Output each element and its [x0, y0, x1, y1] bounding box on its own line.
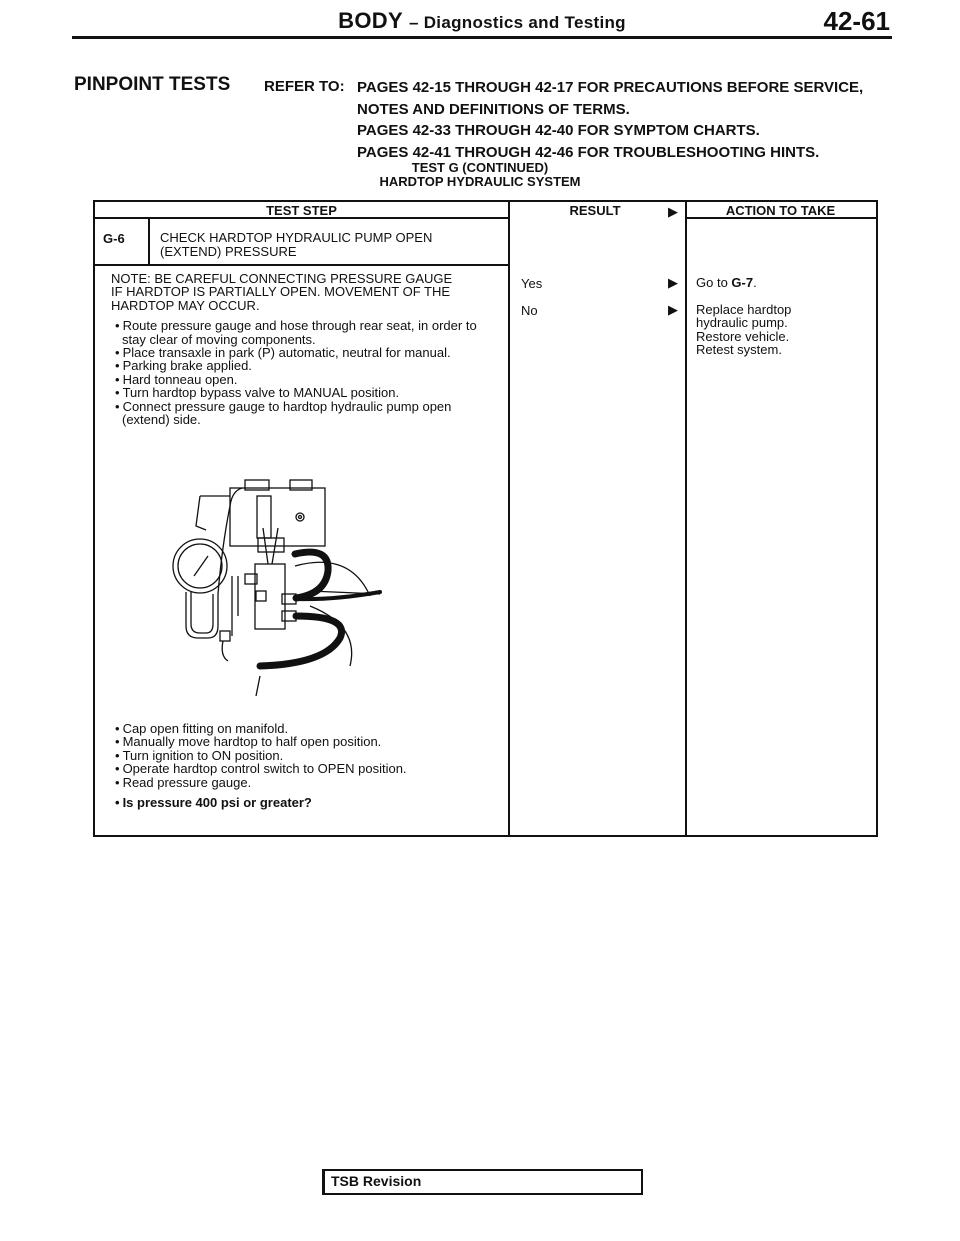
action-no: [696, 303, 866, 357]
col-arrow-icon: ▶: [668, 204, 678, 219]
note-line: IF HARDTOP IS PARTIALLY OPEN. MOVEMENT OF THE: [111, 284, 451, 300]
col-action: ACTION TO TAKE: [725, 203, 836, 218]
note-line: HARDTOP MAY OCCUR.: [111, 297, 260, 313]
instruction-item: • Turn ignition to ON position.: [111, 749, 491, 762]
instruction-list: [111, 722, 491, 789]
test-question: • Is pressure 400 psi or greater?: [111, 796, 491, 809]
instruction-item: • Turn hardtop bypass valve to MANUAL position.: [111, 386, 491, 399]
instruction-item: • Manually move hardtop to half open position.: [111, 735, 491, 748]
step-title-rule: [93, 264, 510, 266]
result-no: No: [521, 303, 538, 318]
action-yes-suffix: .: [753, 275, 757, 290]
refer-line: PAGES 42-33 THROUGH 42-40 FOR SYMPTOM CHARTS.: [357, 122, 760, 139]
valve-manifold: [255, 564, 285, 629]
instruction-list: [111, 319, 491, 426]
step-title-line1: CHECK HARDTOP HYDRAULIC PUMP OPEN: [160, 230, 433, 245]
result-yes: Yes: [521, 276, 543, 291]
action-no-line: hydraulic pump.: [696, 315, 788, 331]
action-yes: [696, 276, 866, 289]
instruction-item: • Route pressure gauge and hose through rear seat, in order to stay clear of moving components.: [111, 319, 491, 346]
refer-line: NOTES AND DEFINITIONS OF TERMS.: [357, 100, 630, 118]
page-header: [72, 6, 892, 39]
step-title-line2: (EXTEND) PRESSURE: [160, 244, 297, 259]
tsb-revision-box: [322, 1169, 643, 1195]
test-title-line1: TEST G (CONTINUED): [411, 160, 549, 175]
result-arrow-icon: ▶: [668, 302, 678, 317]
question-list: [111, 796, 491, 809]
col-test-step: TEST STEP: [266, 203, 337, 218]
pump-bolt: [296, 513, 304, 521]
step-instructions-top: [111, 272, 491, 426]
header-section: BODY: [338, 8, 403, 33]
page-number: 42-61: [823, 6, 890, 36]
instruction-item: • Operate hardtop control switch to OPEN position.: [111, 762, 491, 775]
action-no-line: Replace hardtop: [696, 302, 792, 317]
refer-line: PAGES 42-15 THROUGH 42-17 FOR PRECAUTIONS BEFORE SERVICE,: [357, 79, 864, 96]
refer-to-list: [357, 77, 863, 163]
instruction-item: • Read pressure gauge.: [111, 776, 491, 789]
instruction-item: • Parking brake applied.: [111, 359, 491, 372]
header-subtitle: Diagnostics and Testing: [423, 13, 626, 32]
tsb-revision-label: TSB Revision: [331, 1173, 422, 1189]
refer-line: PAGES 42-41 THROUGH 42-46 FOR TROUBLESHOOTING HINTS.: [357, 143, 820, 161]
instruction-item: • Cap open fitting on manifold.: [111, 722, 491, 735]
action-yes-step-link: G-7: [731, 275, 754, 290]
test-title-line2: HARDTOP HYDRAULIC SYSTEM: [379, 174, 581, 189]
result-arrow-icon: ▶: [668, 275, 678, 290]
pressure-gauge-illustration: [160, 466, 390, 696]
divider-teststep-result: [508, 200, 510, 835]
instruction-item: • Hard tonneau open.: [111, 373, 491, 386]
step-instructions-bottom: [111, 722, 491, 809]
col-result: RESULT: [569, 203, 621, 218]
header-title: BODY – Diagnostics and Testing: [338, 8, 626, 33]
instruction-item: • Place transaxle in park (P) automatic, neutral for manual.: [111, 346, 491, 359]
action-no-line: Restore vehicle.: [696, 328, 790, 344]
step-title: [160, 231, 500, 259]
divider-step-id: [148, 219, 150, 266]
action-yes-prefix: Go to: [696, 275, 732, 290]
pinpoint-tests-heading: PINPOINT TESTS: [74, 74, 231, 95]
test-title: [300, 161, 660, 189]
instruction-item: • Connect pressure gauge to hardtop hydraulic pump open (extend) side.: [111, 400, 491, 427]
note-line: NOTE: BE CAREFUL CONNECTING PRESSURE GAUGE: [111, 271, 453, 286]
divider-result-action: [685, 200, 687, 835]
step-id: G-6: [103, 231, 125, 246]
refer-to-label: REFER TO:: [264, 78, 345, 95]
action-no-line: Retest system.: [696, 342, 782, 358]
pump-motor: [230, 488, 325, 546]
